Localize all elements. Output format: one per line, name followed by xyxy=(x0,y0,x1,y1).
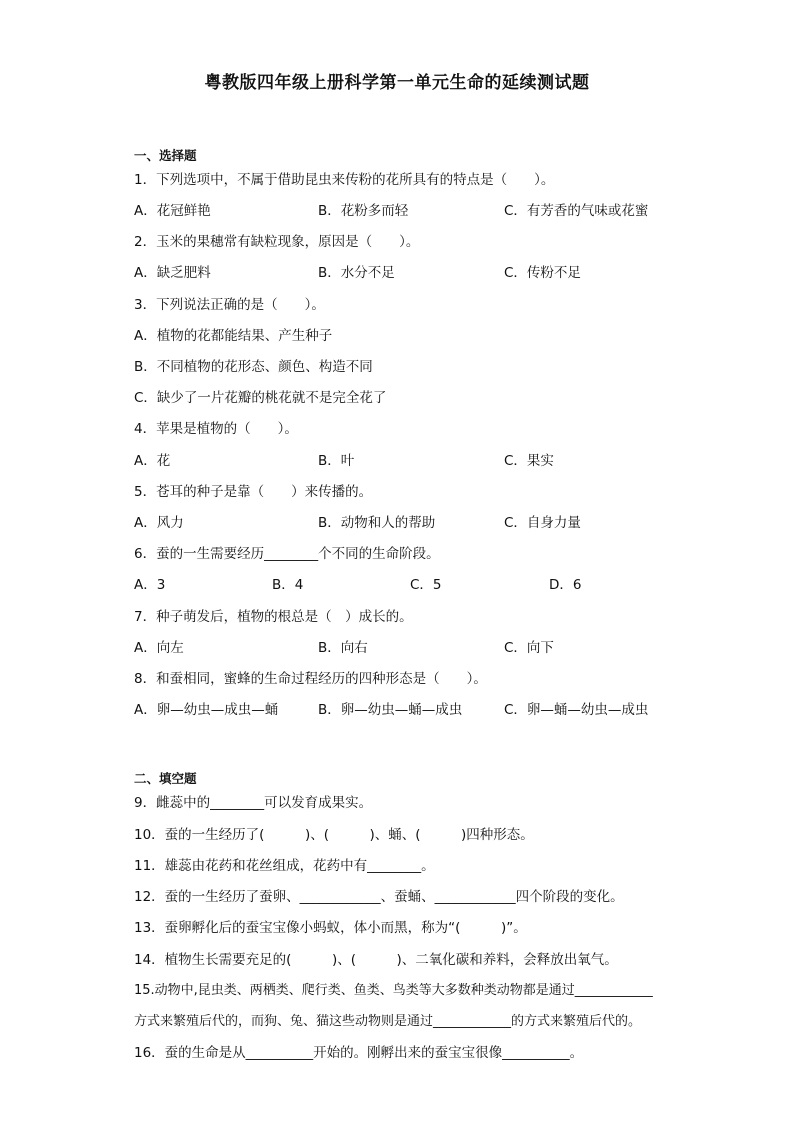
option-c: C．传粉不足 xyxy=(504,265,581,281)
question-15-line-2: 方式来繁殖后代的，而狗、兔、猫这些动物则是通过____________的方式来繁殖后代的。 xyxy=(134,1014,642,1029)
option-a: A．植物的花都能结果、产生种子 xyxy=(134,328,333,344)
question-7: 7．种子萌发后，植物的根总是（ ）成长的。 xyxy=(134,609,413,625)
option-a: A．3 xyxy=(134,577,166,593)
question-5: 5．苍耳的种子是靠（ ）来传播的。 xyxy=(134,484,373,500)
option-a: A．风力 xyxy=(134,515,184,531)
option-c: C．卵—蛹—幼虫—成虫 xyxy=(504,702,649,718)
option-c: C．果实 xyxy=(504,453,554,469)
question-13: 13．蚕卵孵化后的蚕宝宝像小蚂蚁，体小而黑，称为“( )”。 xyxy=(134,920,527,936)
option-b: B．向右 xyxy=(318,640,368,656)
option-c: C．自身力量 xyxy=(504,515,581,531)
option-d: D．6 xyxy=(549,577,582,593)
question-14: 14．植物生长需要充足的( )、( )、二氧化碳和养料，会释放出氧气。 xyxy=(134,952,618,968)
page-title: 粤教版四年级上册科学第一单元生命的延续测试题 xyxy=(204,73,590,93)
question-1: 1．下列选项中，不属于借助昆虫来传粉的花所具有的特点是（ ）。 xyxy=(134,172,555,188)
option-b: B．水分不足 xyxy=(318,265,395,281)
question-8: 8．和蚕相同，蜜蜂的生命过程经历的四种形态是（ ）。 xyxy=(134,671,487,687)
question-12: 12．蚕的一生经历了蚕卵、____________、蚕蛹、____________四个阶段的变化。 xyxy=(134,889,624,905)
option-a: A．花冠鲜艳 xyxy=(134,203,211,219)
option-c: C．5 xyxy=(410,577,442,593)
question-6: 6．蚕的一生需要经历________个不同的生命阶段。 xyxy=(134,546,440,562)
question-15-line-1: 15.动物中,昆虫类、两栖类、爬行类、鱼类、鸟类等大多数种类动物都是通过____________ xyxy=(134,983,653,998)
option-a: A．花 xyxy=(134,453,171,469)
option-a: A．卵—幼虫—成虫—蛹 xyxy=(134,702,279,718)
question-11: 11．雄蕊由花药和花丝组成，花药中有________。 xyxy=(134,858,435,874)
option-a: A．缺乏肥料 xyxy=(134,265,211,281)
question-10: 10．蚕的一生经历了( )、( )、蛹、( )四种形态。 xyxy=(134,827,534,843)
question-9: 9．雌蕊中的________可以发育成果实。 xyxy=(134,795,373,811)
option-b: B．卵—幼虫—蛹—成虫 xyxy=(318,702,463,718)
option-b: B．不同植物的花形态、颜色、构造不同 xyxy=(134,359,373,375)
section-heading-choice: 一、选择题 xyxy=(134,148,197,163)
option-b: B．花粉多而轻 xyxy=(318,203,409,219)
question-2: 2．玉米的果穗常有缺粒现象，原因是（ ）。 xyxy=(134,234,420,250)
question-3: 3．下列说法正确的是（ ）。 xyxy=(134,297,325,313)
section-heading-fill: 二、填空题 xyxy=(134,771,197,786)
question-16: 16．蚕的生命是从__________开始的。刚孵出来的蚕宝宝很像__________。 xyxy=(134,1045,584,1061)
option-c: C．有芳香的气味或花蜜 xyxy=(504,203,649,219)
question-4: 4．苹果是植物的（ ）。 xyxy=(134,421,298,437)
option-c: C．缺少了一片花瓣的桃花就不是完全花了 xyxy=(134,390,387,406)
option-b: B．4 xyxy=(272,577,304,593)
option-c: C．向下 xyxy=(504,640,554,656)
option-b: B．叶 xyxy=(318,453,355,469)
option-a: A．向左 xyxy=(134,640,184,656)
option-b: B．动物和人的帮助 xyxy=(318,515,436,531)
